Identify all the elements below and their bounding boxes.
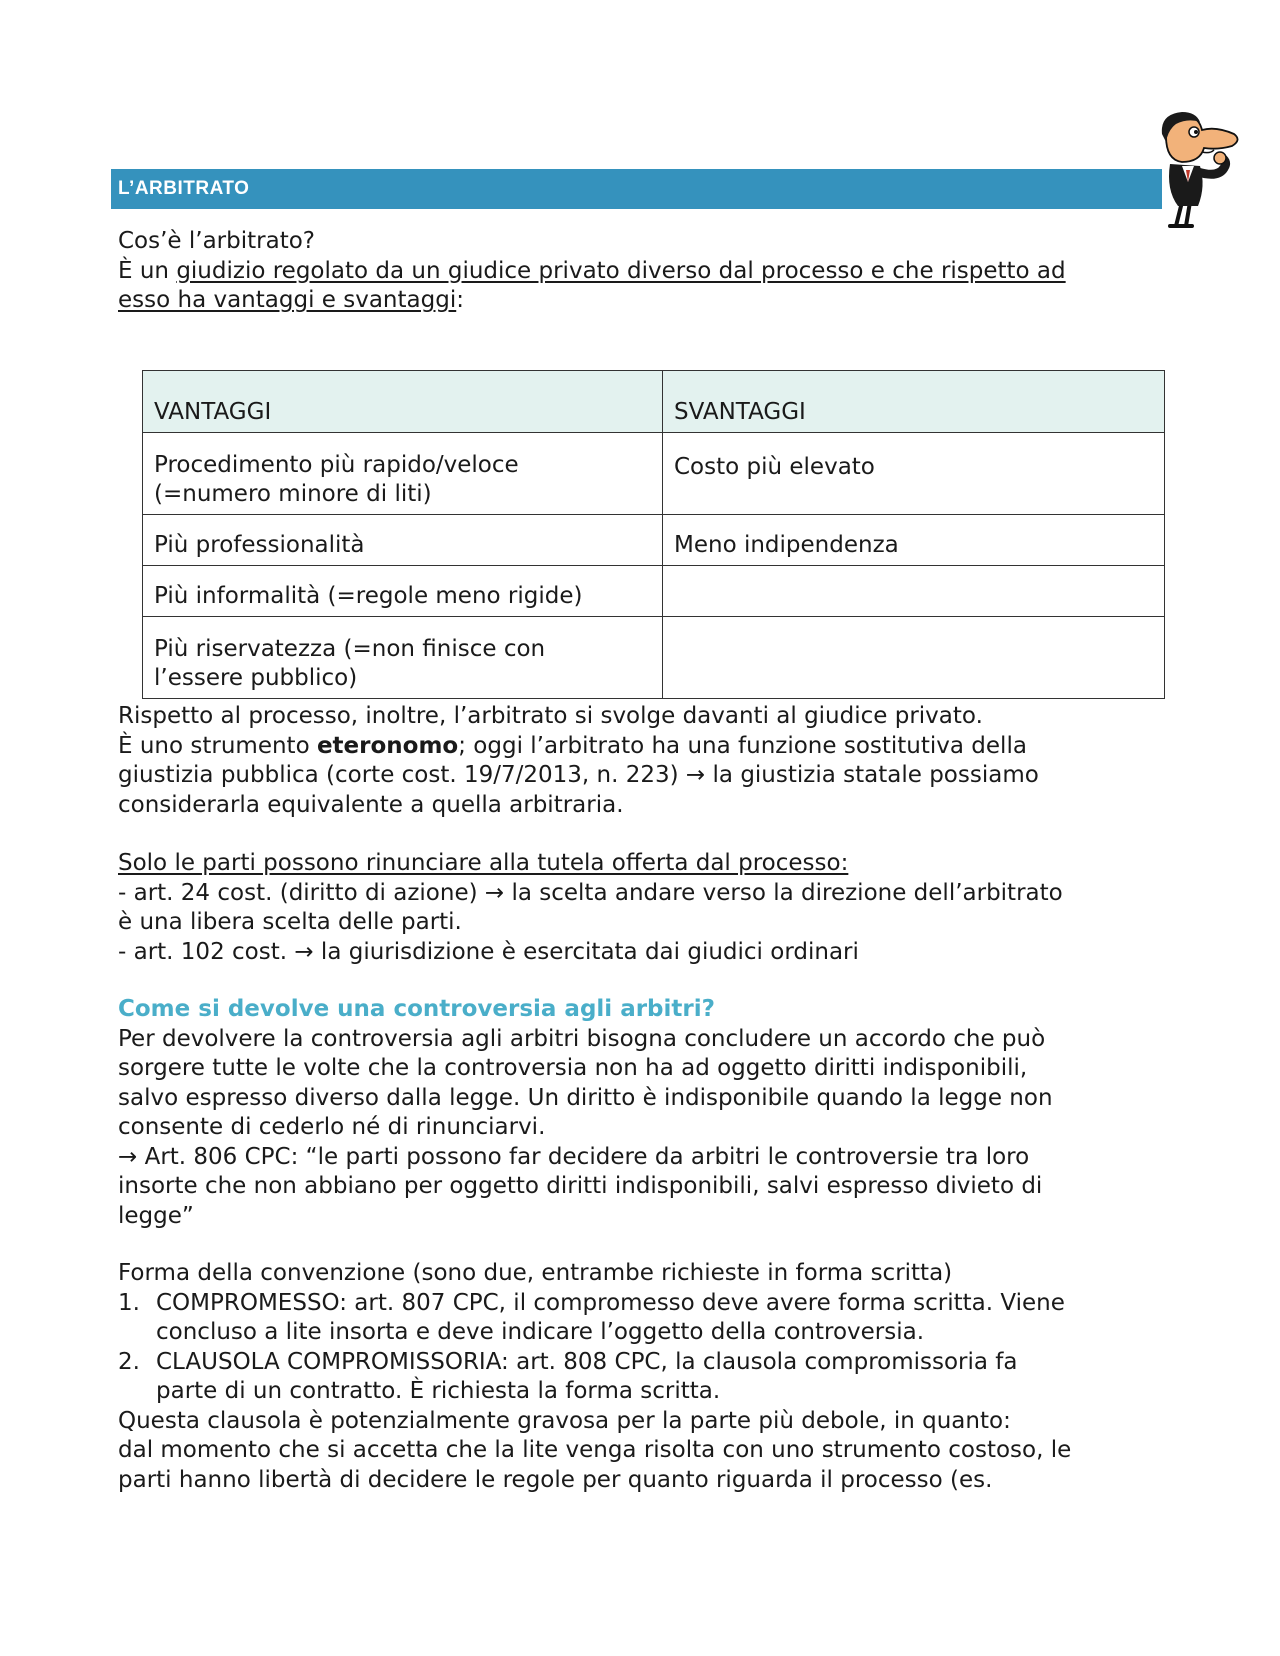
closing-line: Questa clausola è potenzialmente gravosa per la parte più debole, in quanto: — [118, 1407, 1011, 1434]
section2-heading: Come si devolve una controversia agli arbitri? — [118, 996, 715, 1022]
list-item-line: concluso a lite insorta e deve indicare l’oggetto della controversia. — [156, 1319, 925, 1345]
table-row — [143, 433, 1165, 515]
advantages-table — [142, 370, 1165, 699]
closing-line: dal momento che si accetta che la lite venga risolta con uno strumento costoso, le — [118, 1437, 1072, 1463]
intro-line-2 — [118, 286, 464, 316]
intro-line-2-suffix: : — [456, 287, 464, 313]
table-row — [143, 566, 1165, 617]
table-cell-vantaggio — [143, 617, 663, 699]
table-row — [143, 515, 1165, 566]
para1-line-1: Rispetto al processo, inoltre, l’arbitrato si svolge davanti al giudice privato. — [118, 703, 983, 729]
intro-line-1 — [118, 257, 1066, 287]
para2-line-1: - art. 24 cost. (diritto di azione) → la scelta andare verso la direzione dell’arbitrato — [118, 879, 1063, 906]
section2-line: Per devolvere la controversia agli arbitri bisogna concludere un accordo che può — [118, 1025, 1046, 1052]
para1-line-3: giustizia pubblica (corte cost. 19/7/2013, n. 223) → la giustizia statale possiamo — [118, 762, 1039, 788]
table-cell-svantaggio — [663, 617, 1165, 699]
table-header-row — [143, 371, 1165, 433]
forms-intro: Forma della convenzione (sono due, entrambe richieste in forma scritta) — [118, 1260, 953, 1286]
intro-definition-underlined-2: esso ha vantaggi e svantaggi — [118, 287, 457, 313]
list-item — [118, 1289, 1065, 1348]
table-cell-vantaggio — [143, 515, 663, 566]
cell-line: Più professionalità — [154, 532, 365, 558]
thinking-man-icon — [1152, 112, 1252, 230]
term-eteronomo: eteronomo — [316, 732, 459, 759]
table-cell-vantaggio — [143, 433, 663, 515]
header-vantaggi: VANTAGGI — [143, 371, 663, 433]
section2-line: salvo espresso diverso dalla legge. Un diritto è indisponibile quando la legge non — [118, 1084, 1053, 1111]
cell-line: Più riservatezza (=non finisce con — [154, 636, 546, 662]
para1-line-2-suffix: ; oggi l’arbitrato ha una funzione sostitutiva della — [458, 732, 1027, 759]
para2-line-2: è una libera scelta delle parti. — [118, 909, 462, 935]
list-item — [118, 1348, 1065, 1407]
cell-line: (=numero minore di liti) — [154, 481, 432, 507]
section2-line: consente di cederlo né di rinunciarvi. — [118, 1114, 546, 1140]
list-item-number: 2. — [118, 1348, 140, 1375]
cell-line: Procedimento più rapido/veloce — [154, 452, 519, 478]
intro-definition-underlined: giudizio regolato da un giudice privato diverso dal processo e che rispetto ad — [176, 257, 1066, 284]
list-item-number: 1. — [118, 1289, 140, 1316]
table-cell-svantaggio: Meno indipendenza — [663, 515, 1165, 566]
intro-line-1-prefix: È un — [118, 257, 177, 284]
section2-line: legge” — [118, 1202, 194, 1229]
section2-line: sorgere tutte le volte che la controversia non ha ad oggetto diritti indisponibili, — [118, 1055, 1028, 1081]
closing-line: parti hanno libertà di decidere le regole per quanto riguarda il processo (es. — [118, 1466, 993, 1493]
section-title-bar — [111, 169, 1162, 209]
cell-line: l’essere pubblico) — [154, 665, 358, 691]
header-svantaggi: SVANTAGGI — [663, 371, 1165, 433]
section2-line: → Art. 806 CPC: “le parti possono far decidere da arbitri le controversie tra loro — [118, 1143, 1030, 1170]
list-item-line: parte di un contratto. È richiesta la forma scritta. — [156, 1378, 721, 1404]
para2-heading: Solo le parti possono rinunciare alla tutela offerta dal processo: — [118, 850, 849, 876]
forms-list — [118, 1289, 1065, 1407]
list-item-line: COMPROMESSO: art. 807 CPC, il compromesso deve avere forma scritta. Viene — [156, 1289, 1065, 1316]
table-cell-vantaggio — [143, 566, 663, 617]
para1-line-2-prefix: È uno strumento — [118, 732, 317, 759]
para2-line-3: - art. 102 cost. → la giurisdizione è esercitata dai giudici ordinari — [118, 938, 859, 965]
table-cell-svantaggio — [663, 566, 1165, 617]
para1-line-4: considerarla equivalente a quella arbitraria. — [118, 791, 624, 818]
section2-line: insorte che non abbiano per oggetto diritti indisponibili, salvi espresso divieto di — [118, 1173, 1043, 1199]
intro-question: Cos’è l’arbitrato? — [118, 228, 315, 254]
table-row — [143, 617, 1165, 699]
section-title: L’ARBITRATO — [118, 178, 250, 199]
table-cell-svantaggio: Costo più elevato — [663, 433, 1165, 515]
cell-line: Più informalità (=regole meno rigide) — [154, 583, 583, 609]
list-item-line: CLAUSOLA COMPROMISSORIA: art. 808 CPC, la clausola compromissoria fa — [156, 1348, 1018, 1375]
para1-line-2 — [118, 732, 1027, 762]
